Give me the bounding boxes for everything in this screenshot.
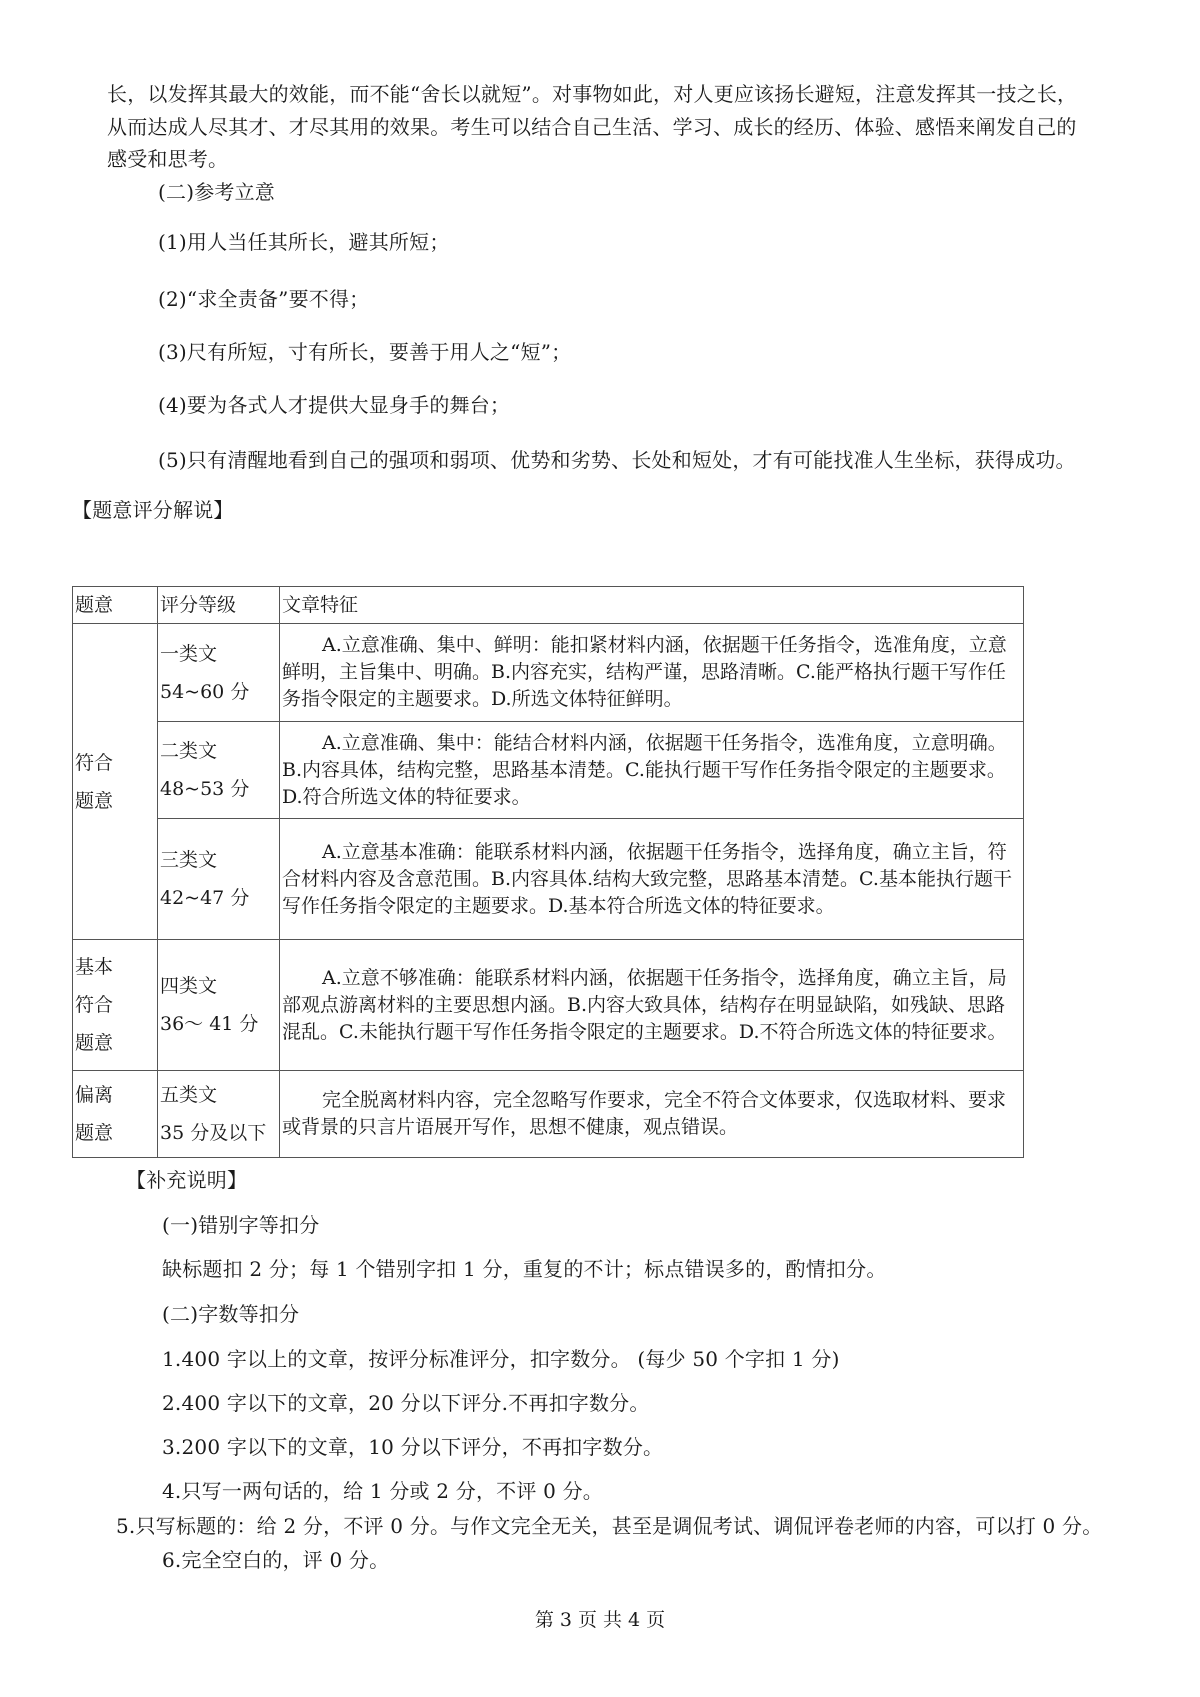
reference-heading: (二)参考立意 xyxy=(158,180,276,204)
table-row xyxy=(73,940,1024,1071)
category-text: 偏离 xyxy=(75,1084,114,1106)
header-features: 文章特征 xyxy=(280,587,1024,624)
table-row xyxy=(73,819,1024,940)
table-row xyxy=(73,722,1024,819)
grade-label: 四类文 xyxy=(160,975,218,997)
header-category: 题意 xyxy=(73,587,158,624)
grade-label: 五类文 xyxy=(160,1084,218,1106)
count-item-6: 6.完全空白的，评 0 分。 xyxy=(162,1548,390,1572)
category-text: 符合 xyxy=(75,994,114,1016)
grade-score: 48~53 分 xyxy=(160,778,250,800)
typo-heading: (一)错别字等扣分 xyxy=(162,1213,320,1237)
category-text: 题意 xyxy=(75,1032,114,1054)
intro-line-3: 感受和思考。 xyxy=(107,147,229,171)
reference-item-2: (2)“求全责备”要不得； xyxy=(158,287,370,311)
grade-cell xyxy=(158,722,280,819)
reference-item-4: (4)要为各式人才提供大显身手的舞台； xyxy=(158,393,511,417)
reference-item-3: (3)尺有所短，寸有所长，要善于用人之“短”； xyxy=(158,340,572,364)
features-cell: A.立意不够准确：能联系材料内涵，依据题干任务指令，选择角度，确立主旨，局部观点游离材料的主要思想内涵。B.内容大致具体，结构存在明显缺陷，如残缺、思路混乱。C.未能执行题干写作任务指令限定的主题要求。D.不符合所选文体的特征要求。 xyxy=(280,940,1024,1071)
count-item-2: 2.400 字以下的文章，20 分以下评分.不再扣字数分。 xyxy=(162,1391,650,1415)
table-header-row xyxy=(73,587,1024,624)
grade-cell xyxy=(158,624,280,722)
grade-cell xyxy=(158,940,280,1071)
grade-label: 二类文 xyxy=(160,740,218,762)
grade-cell xyxy=(158,1071,280,1158)
count-item-3: 3.200 字以下的文章，10 分以下评分，不再扣字数分。 xyxy=(162,1435,664,1459)
count-item-4: 4.只写一两句话的，给 1 分或 2 分，不评 0 分。 xyxy=(162,1479,603,1503)
reference-item-5: (5)只有清醒地看到自己的强项和弱项、优势和劣势、长处和短处，才有可能找准人生坐标，获得成功。 xyxy=(158,448,1076,472)
grade-cell xyxy=(158,819,280,940)
grade-score: 35 分及以下 xyxy=(160,1122,267,1144)
grade-score: 42~47 分 xyxy=(160,887,250,909)
page-footer: 第 3 页 共 4 页 xyxy=(534,1609,666,1631)
table-row xyxy=(73,624,1024,722)
header-grade: 评分等级 xyxy=(158,587,280,624)
count-item-5: 5.只写标题的：给 2 分，不评 0 分。与作文完全无关，甚至是调侃考试、调侃评卷老师的内容，可以打 0 分。 xyxy=(116,1514,1103,1538)
category-cell-2 xyxy=(73,940,158,1071)
rubric-heading: 【题意评分解说】 xyxy=(72,498,234,522)
table-row xyxy=(73,1071,1024,1158)
features-cell: A.立意准确、集中：能结合材料内涵，依据题干任务指令，选准角度，立意明确。B.内容具体，结构完整，思路基本清楚。C.能执行题干写作任务指令限定的主题要求。D.符合所选文体的特征要求。 xyxy=(280,722,1024,819)
intro-line-2: 从而达成人尽其才、才尽其用的效果。考生可以结合自己生活、学习、成长的经历、体验、感悟来阐发自己的 xyxy=(107,115,1077,139)
intro-line-1: 长，以发挥其最大的效能，而不能“舍长以就短”。对事物如此，对人更应该扬长避短，注意发挥其一技之长， xyxy=(107,82,1078,106)
category-text: 基本 xyxy=(75,956,114,978)
features-cell: A.立意准确、集中、鲜明：能扣紧材料内涵，依据题干任务指令，选准角度，立意鲜明，主旨集中、明确。B.内容充实，结构严谨，思路清晰。C.能严格执行题干写作任务指令限定的主题要求。D.所选文体特征鲜明。 xyxy=(280,624,1024,722)
grade-score: 36～ 41 分 xyxy=(160,1013,259,1035)
supplement-heading: 【补充说明】 xyxy=(126,1168,248,1192)
grade-label: 三类文 xyxy=(160,849,218,871)
category-cell-1 xyxy=(73,624,158,940)
typo-text: 缺标题扣 2 分；每 1 个错别字扣 1 分，重复的不计；标点错误多的，酌情扣分。 xyxy=(162,1257,887,1281)
features-cell: A.立意基本准确：能联系材料内涵，依据题干任务指令，选择角度，确立主旨，符合材料内容及含意范围。B.内容具体.结构大致完整，思路基本清楚。C.基本能执行题干写作任务指令限定的主题要求。D.基本符合所选文体的特征要求。 xyxy=(280,819,1024,940)
reference-item-1: (1)用人当任其所长，避其所短； xyxy=(158,230,450,254)
grade-score: 54~60 分 xyxy=(160,680,250,703)
category-text: 符合 xyxy=(75,751,114,774)
category-cell-3 xyxy=(73,1071,158,1158)
features-cell: 完全脱离材料内容，完全忽略写作要求，完全不符合文体要求，仅选取材料、要求或背景的只言片语展开写作，思想不健康，观点错误。 xyxy=(280,1071,1024,1158)
category-text: 题意 xyxy=(75,789,114,812)
category-text: 题意 xyxy=(75,1122,114,1144)
rubric-table xyxy=(72,586,1024,1158)
count-heading: (二)字数等扣分 xyxy=(162,1302,300,1326)
count-item-1: 1.400 字以上的文章，按评分标准评分，扣字数分。 (每少 50 个字扣 1 分) xyxy=(162,1347,840,1371)
grade-label: 一类文 xyxy=(160,642,218,665)
